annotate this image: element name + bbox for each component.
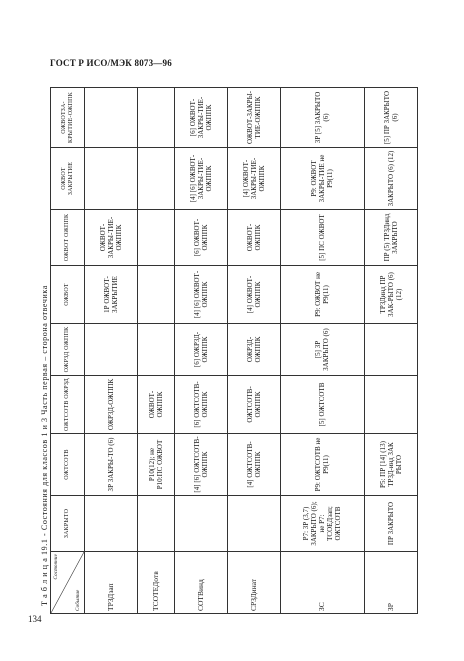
table-cell: [85, 148, 138, 210]
table-cell: ЗР ЗАКРЫ-ТО (6): [85, 434, 138, 496]
event-label: СРЗДинат: [227, 552, 280, 614]
table-row: [85, 88, 138, 614]
table-cell: 1Р ОЖВОТ-ЗАКРЫТИЕ: [85, 266, 138, 324]
table-cell: Р9: ОЖВОТ не Р9(11): [280, 266, 364, 324]
table-cell: Р9: ОЖВОТ ЗАКРЫ-ТИЕ не Р9(11): [280, 148, 364, 210]
table-cell: [4] [6] ОЖВОТ-ЗАКРЫ-ТИЕ-ОЖППК: [175, 148, 228, 210]
column-header: ЗАКРЫТО: [51, 496, 85, 552]
table-cell: ЗАКРЫТО (6) (12): [365, 148, 418, 210]
table-cell: ОЖРЗД-ОЖППК: [85, 376, 138, 434]
table-cell: [4] ОЖВОТ-ОЖППК: [227, 266, 280, 324]
event-label: СОТВинд: [175, 552, 228, 614]
table-cell: ОЖВОТ-ЗАКРЫ-ТИЕ-ОЖППК: [227, 88, 280, 148]
table-cell: Р10(12); не Р10:ПС ОЖВОТ: [137, 434, 174, 496]
table-cell: [4] [6] ОЖТСОТВ-ОЖППК: [175, 434, 228, 496]
table-cell: [137, 88, 174, 148]
table-cell: [137, 324, 174, 376]
table-cell: [365, 376, 418, 434]
table-row: [365, 88, 418, 614]
column-header: ОЖТСОТВ ОЖРЗД: [51, 376, 85, 434]
table-cell: ПР ЗАКРЫТО: [365, 496, 418, 552]
table-cell: [5] ОЖТСОТВ: [280, 376, 364, 434]
table-row: [227, 88, 280, 614]
event-label: ЗС: [280, 552, 364, 614]
column-header: ОЖВОТ: [51, 266, 85, 324]
table-cell: [4] [6] ОЖВОТ-ОЖППК: [175, 266, 228, 324]
table-cell: [137, 266, 174, 324]
table-cell: Р9: ОЖТСОТВ не Р9(11): [280, 434, 364, 496]
event-label: ЗР: [365, 552, 418, 614]
table-caption: Т а б л и ц а 19.1 - Состояния для классов 1 и 3 Часть первая – сторона отвечика: [40, 285, 49, 606]
table-cell: ПР (5) ТРЗДинд ЗАКРЫТО: [365, 210, 418, 266]
table-cell: [137, 496, 174, 552]
table-cell: ОЖВОТ-ОЖППК: [137, 376, 174, 434]
column-header: ОЖТСОТВ: [51, 434, 85, 496]
table-cell: [4] ОЖВОТ-ЗАКРЫ-ТИЕ-ОЖППК: [227, 148, 280, 210]
table-cell: ОЖВОТ-ЗАКРЫ-ТИЕ-ОЖППК: [85, 210, 138, 266]
table-cell: ОЖТСОТВ-ОЖППК: [227, 376, 280, 434]
corner-event-label: Событие: [76, 589, 81, 611]
table-row: [175, 88, 228, 614]
table-cell: [5] ПС ОЖВОТ: [280, 210, 364, 266]
corner-state-label: Состояние: [54, 554, 59, 580]
table-cell: [6] ОЖВОТ-ЗАКРЫ-ТИЕ-ОЖППК: [175, 88, 228, 148]
column-header: ОЖВОТ ОЖППК: [51, 210, 85, 266]
table-cell: [4] ОЖТСОТВ-ОЖППК: [227, 434, 280, 496]
table-cell: ОЖРЗД-ОЖППК: [227, 324, 280, 376]
table-cell: Р5: ПР [14] (13) ТРЗД-инд ЗАК РЫТО: [365, 434, 418, 496]
table-cell: ТРЗДинд ПР ЗАК-РЫТО (6) (12): [365, 266, 418, 324]
event-label: ТРЗДзап: [85, 552, 138, 614]
table-row: [280, 88, 364, 614]
table-cell: [5] ПР ЗАКРЫТО (6): [365, 88, 418, 148]
page-number: 134: [28, 614, 42, 624]
table-cell: [365, 324, 418, 376]
table-cell: Р7: ЗР (3,7) ЗАКРЫТО (6); не Р7: ТСОЕДзап; ОЖТСОТВ: [280, 496, 364, 552]
table-cell: [85, 88, 138, 148]
table-cell: [175, 496, 228, 552]
table-cell: [6] ОЖВОТ-ОЖППК: [175, 210, 228, 266]
column-header: ОЖВОТ ЗАКРЫТИЕ: [51, 148, 85, 210]
event-label: ТСОТЕДотв: [137, 552, 174, 614]
table-cell: ЗР [5] ЗАКРЫТО (6): [280, 88, 364, 148]
table-corner-cell: [51, 552, 85, 614]
table-cell: [6] ОЖРЗД-ОЖППК: [175, 324, 228, 376]
table-cell: [137, 148, 174, 210]
table-cell: [85, 496, 138, 552]
column-header: ОЖРЗД ОЖППК: [51, 324, 85, 376]
table-cell: [137, 210, 174, 266]
state-table: [50, 87, 418, 614]
document-header: ГОСТ Р ИСО/МЭК 8073—96: [50, 58, 172, 68]
table-cell: [6] ОЖТСОТВ-ОЖППК: [175, 376, 228, 434]
table-cell: [85, 324, 138, 376]
state-table-frame: [50, 88, 418, 614]
table-header-row: [51, 88, 85, 614]
table-cell: [5] ЗР ЗАКРЫТО (6): [280, 324, 364, 376]
table-row: [137, 88, 174, 614]
table-cell: [227, 496, 280, 552]
column-header: ОЖВОТЗА-КРЫТИЕ-ОЖППК: [51, 88, 85, 148]
table-cell: ОЖВОТ-ОЖППК: [227, 210, 280, 266]
